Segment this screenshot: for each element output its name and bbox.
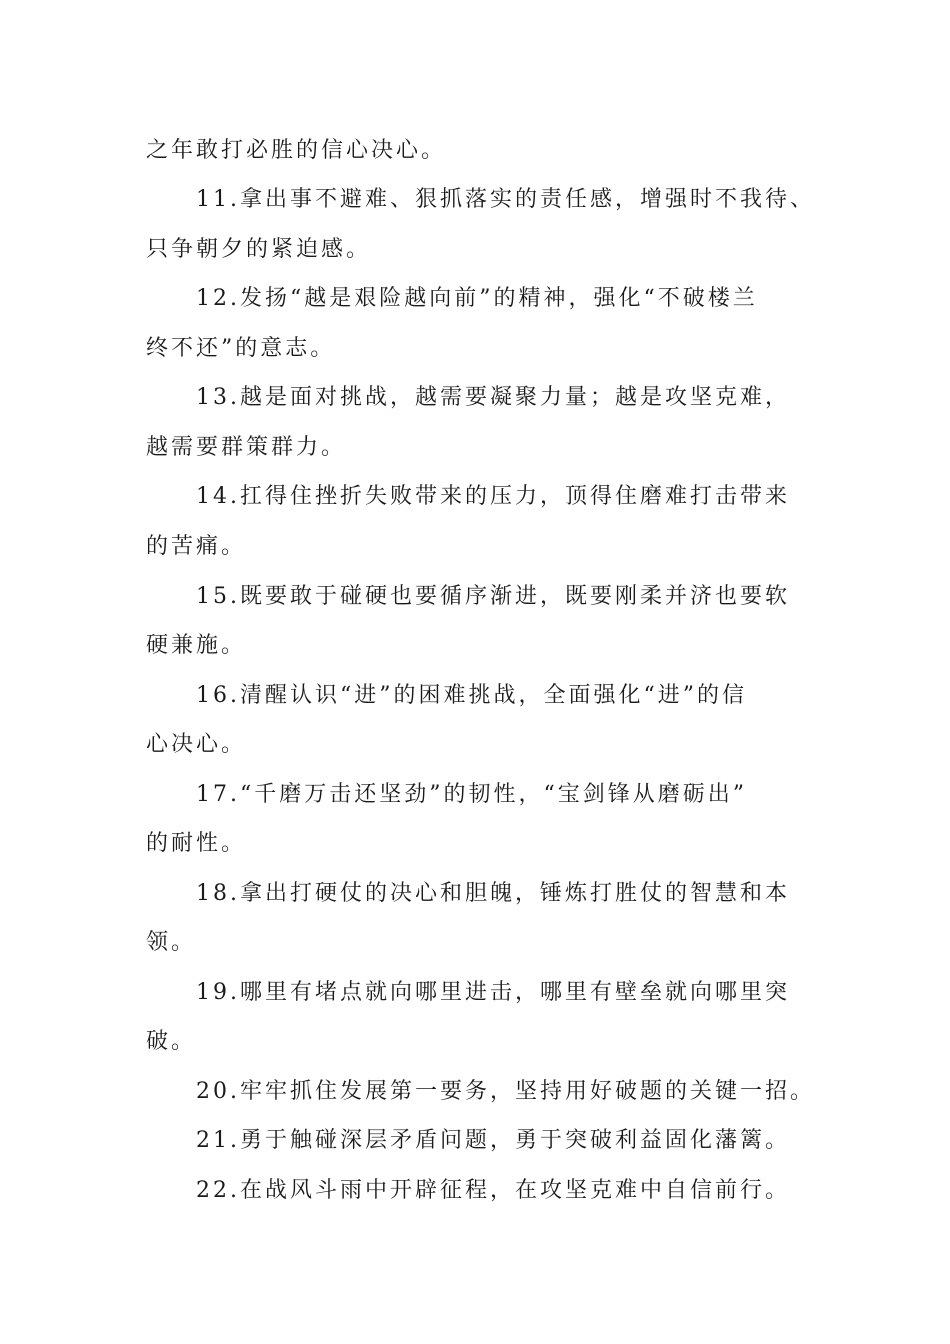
list-item-14-line-1: 14.扛得住挫折失败带来的压力，顶得住磨难打击带来 — [196, 484, 790, 509]
list-item-12-line-2: 终不还”的意志。 — [146, 336, 336, 361]
list-item-15-line-1: 15.既要敢于碰硬也要循序渐进，既要刚柔并济也要软 — [196, 584, 790, 609]
list-item-13-line-1: 13.越是面对挑战，越需要凝聚力量；越是攻坚克难， — [196, 385, 790, 410]
list-item-16-line-1: 16.清醒认识“进”的困难挑战，全面强化“进”的信 — [196, 683, 747, 708]
text-line: 之年敢打必胜的信心决心。 — [146, 138, 447, 163]
list-item-19-line-1: 19.哪里有堵点就向哪里进击，哪里有壁垒就向哪里突 — [196, 980, 790, 1005]
list-item-22: 22.在战风斗雨中开辟征程，在攻坚克难中自信前行。 — [196, 1178, 790, 1203]
list-item-14-line-2: 的苦痛。 — [146, 534, 247, 559]
list-item-16-line-2: 心决心。 — [146, 732, 247, 757]
list-item-17-line-2: 的耐性。 — [146, 831, 247, 856]
list-item-20: 20.牢牢抓住发展第一要务，坚持用好破题的关键一招。 — [196, 1079, 815, 1104]
list-item-19-line-2: 破。 — [146, 1029, 197, 1054]
list-item-11-line-2: 只争朝夕的紧迫感。 — [146, 237, 372, 262]
list-item-12-line-1: 12.发扬“越是艰险越向前”的精神，强化“不破楼兰 — [196, 286, 758, 311]
list-item-18-line-2: 领。 — [146, 930, 197, 955]
list-item-17-line-1: 17.“千磨万击还坚劲”的韧性，“宝剑锋从磨砺出” — [196, 782, 747, 807]
list-item-13-line-2: 越需要群策群力。 — [146, 435, 347, 460]
list-item-15-line-2: 硬兼施。 — [146, 633, 247, 658]
list-item-21: 21.勇于触碰深层矛盾问题，勇于突破利益固化藩篱。 — [196, 1128, 790, 1153]
list-item-11-line-1: 11.拿出事不避难、狠抓落实的责任感，增强时不我待、 — [196, 187, 815, 212]
list-item-18-line-1: 18.拿出打硬仗的决心和胆魄，锤炼打胜仗的智慧和本 — [196, 881, 790, 906]
